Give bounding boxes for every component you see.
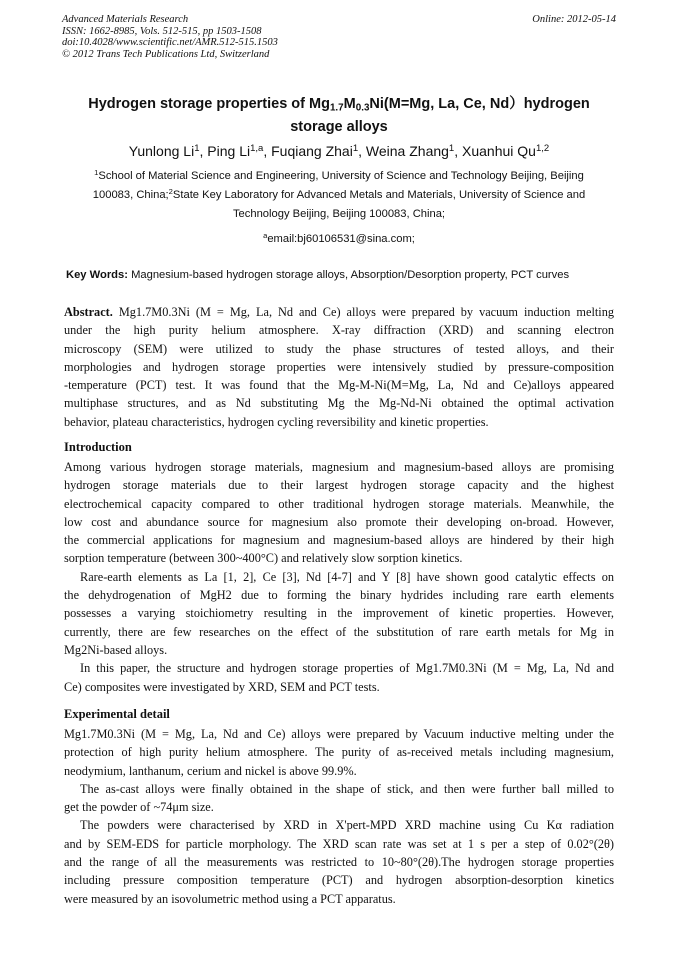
author-list: Yunlong Li$^1$, Ping Li$^{1,a}$, Fuqiang Zhai$^1$, Weina Zhang$^1$, Xuanhui Qu$^{1,2}$ [128,142,550,159]
paper-title: Hydrogen storage properties of $Mg_{1.7}M_{0.3}Ni(M=Mg$, La, Ce, Nd）hydrogen [88,96,590,114]
author: Ping Li [207,143,251,159]
introduction-body: Among various hydrogen storage materials, magnesium and magnesium-based alloys are promising hydrogen storage materials due to their largest hydrogen storage capacity and the highest electrochemical capacity compared to other traditional hydrogen storage materials. Meanwhile, the low cost and abundance source for magnesium also promote their developing on-broad. However, the commercial applications for magnesium and magnesium-based alloys are hindered by their high sorption temperature (between 300~400°C) and relatively slow sorption kinetics. Rare-earth elements as La [1, 2], Ce [3], Nd [4-7] and Y [8] have shown good catalytic effects on the dehydrogenation of MgH2 due to forming the binary hydrides including rare earth elements possesses a varying stoichiometry resulting in the improvement of kinetic properties. However, currently, there are few researches on the effect of the substitution of rare earth metals for Mg in Mg2Ni-based alloys. In this paper, the structure and hydrogen storage properties of Mg1.7M0.3Ni (M = Mg, La, Nd and Ce) composites were investigated by XRD, SEM and PCT tests. [64,460,614,694]
online-date: Online: 2012-05-14 [532,14,616,25]
doi: doi:10.4028/www.scientific.net/AMR.512-515.1503 [62,37,278,48]
author: Weina Zhang [365,143,449,159]
keywords [66,269,626,281]
introduction-heading: Introduction [64,440,132,454]
paper-title-line2: storage alloys [290,119,388,135]
author: Fuqiang Zhai [271,143,353,159]
experimental-heading: Experimental detail [64,707,170,721]
author: Xuanhui Qu [462,143,536,159]
author: Yunlong Li [128,143,195,159]
keywords-text: Magnesium-based hydrogen storage alloys, Absorption/Desorption property, PCT curves [127,269,570,281]
affiliations: $^1$School of Material Science and Engineering, University of Science and Technology Beijing, Beijing 100083, China;$^2$State Key Laboratory for Advanced Metals and Materials, University of Science and Technology Beijing, Beijing 100083, China; [92,167,586,220]
keywords-label: Key Words: [66,269,128,281]
journal-metadata [62,14,482,60]
copyright: © 2012 Trans Tech Publications Ltd, Switzerland [62,48,270,60]
corresponding-email: $^a$email:bj60106531@sina.com; [263,230,415,245]
abstract-label: Abstract. [64,305,113,319]
experimental-body: Mg1.7M0.3Ni (M = Mg, La, Nd and Ce) alloys were prepared by Vacuum inductive melting under the protection of high purity helium atmosphere. The purity of as-received metals including magnesium, neodymium, lanthanum, cerium and nickel is above 99.9%. The as-cast alloys were finally obtained in the shape of stick, and then were further ball milled to get the powder of ~74μm size. The powders were characterised by XRD in X'pert-MPD XRD machine using Cu Kα radiation and by SEM-EDS for particle morphology. The XRD scan rate was set at 1 s per a step of 0.02°(2θ) and the range of all the measurements was restricted to 10~80°(2θ).The hydrogen storage properties including pressure composition temperature (PCT) and hydrogen absorption-desorption kinetics were measured by an isovolumetric method using a PCT apparatus. [64,727,614,906]
abstract: Abstract. Mg1.7M0.3Ni (M = Mg, La, Nd and Ce) alloys were prepared by vacuum induction melting under the high purity helium atmosphere. X-ray diffraction (XRD) and scanning electron microscopy (SEM) were utilized to study the phase structures of tested alloys, and their morphologies and hydrogen storage properties were intensively studied by pressure-composition -temperature (PCT) test. It was found that the Mg-M-Ni(M=Mg, La, Nd and Ce)alloys appeared multiphase structures, and as Nd substituting Mg the Mg-Nd-Ni obtained the optimal activation behavior, plateau characteristics, hydrogen cycling reversibility and kinetic properties. [64,305,614,429]
journal-name: Advanced Materials Research [62,14,189,25]
issn: ISSN: 1662-8985, Vols. 512-515, pp 1503-1508 [62,25,262,37]
